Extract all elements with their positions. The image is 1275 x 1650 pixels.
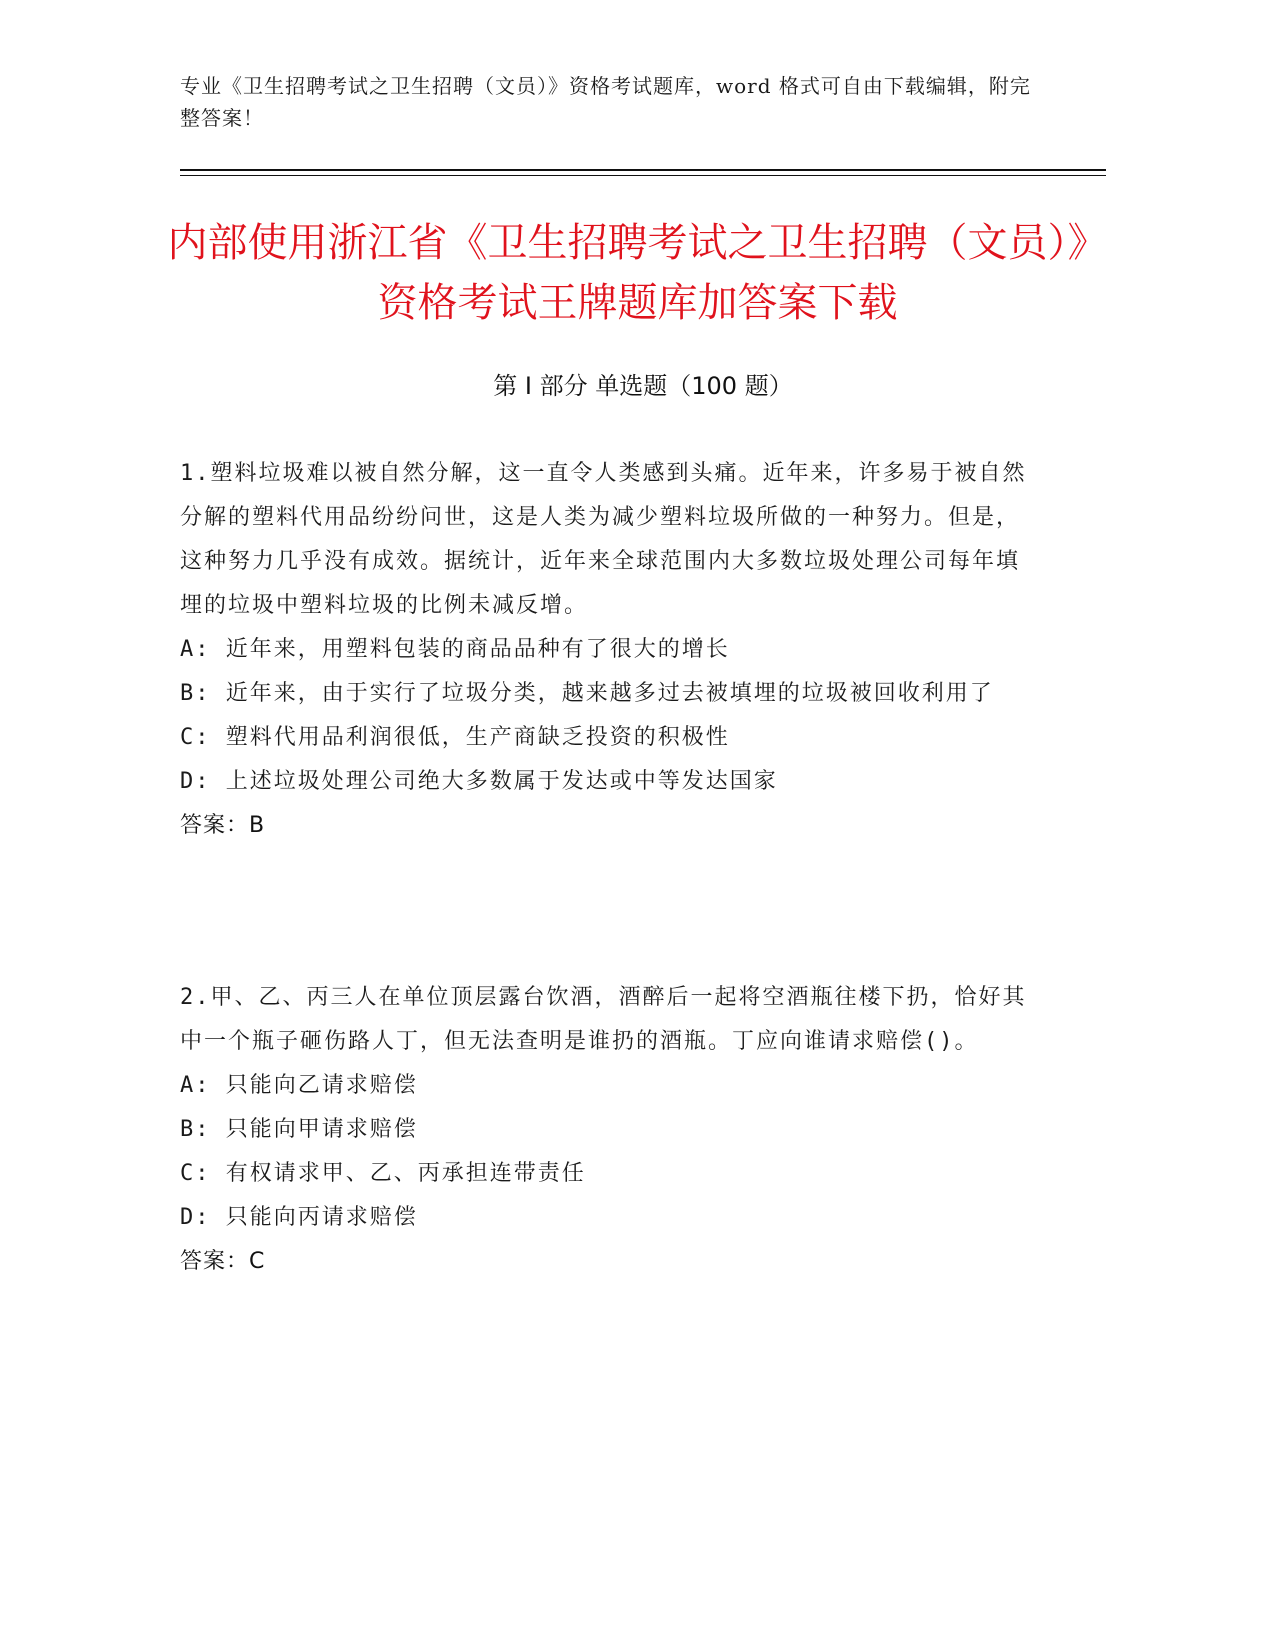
answer: 答案：B [180,813,266,838]
option-b: B: 近年来，由于实行了垃圾分类，越来越多过去被填埋的垃圾被回收利用了 [180,681,994,706]
option-c: C: 塑料代用品利润很低，生产商缺乏投资的积极性 [180,725,730,750]
option-a: A: 只能向乙请求赔偿 [180,1073,418,1098]
question-stem: 2.甲、乙、丙三人在单位顶层露台饮酒，酒醉后一起将空酒瓶往楼下扔，恰好其中一个瓶子砸伤路人丁，但无法查明是谁扔的酒瓶。丁应向谁请求赔偿()。 [180,985,1027,1054]
header-rule-thick [180,169,1106,171]
question-stem: 1.塑料垃圾难以被自然分解，这一直令人类感到头痛。近年来，许多易于被自然分解的塑料代用品纷纷问世，这是人类为减少塑料垃圾所做的一种努力。但是，这种努力几乎没有成效。据统计，近年来全球范围内大多数垃圾处理公司每年填埋的垃圾中塑料垃圾的比例未减反增。 [180,461,1027,618]
option-d: D: 只能向丙请求赔偿 [180,1205,418,1230]
option-d: D: 上述垃圾处理公司绝大多数属于发达或中等发达国家 [180,769,778,794]
question-1 [180,452,1040,848]
question-2 [180,976,1040,1284]
section-heading: 第 I 部分 单选题（100 题） [493,372,793,400]
document-title: 内部使用浙江省《卫生招聘考试之卫生招聘（文员）》资格考试王牌题库加答案下载 [167,220,1108,326]
header-rule-thin [180,175,1106,176]
option-a: A: 近年来，用塑料包装的商品品种有了很大的增长 [180,637,730,662]
option-b: B: 只能向甲请求赔偿 [180,1117,418,1142]
answer: 答案：C [180,1249,266,1274]
header-note: 专业《卫生招聘考试之卫生招聘（文员）》资格考试题库，word 格式可自由下载编辑，附完整答案！ [180,74,1031,130]
option-c: C: 有权请求甲、乙、丙承担连带责任 [180,1161,586,1186]
